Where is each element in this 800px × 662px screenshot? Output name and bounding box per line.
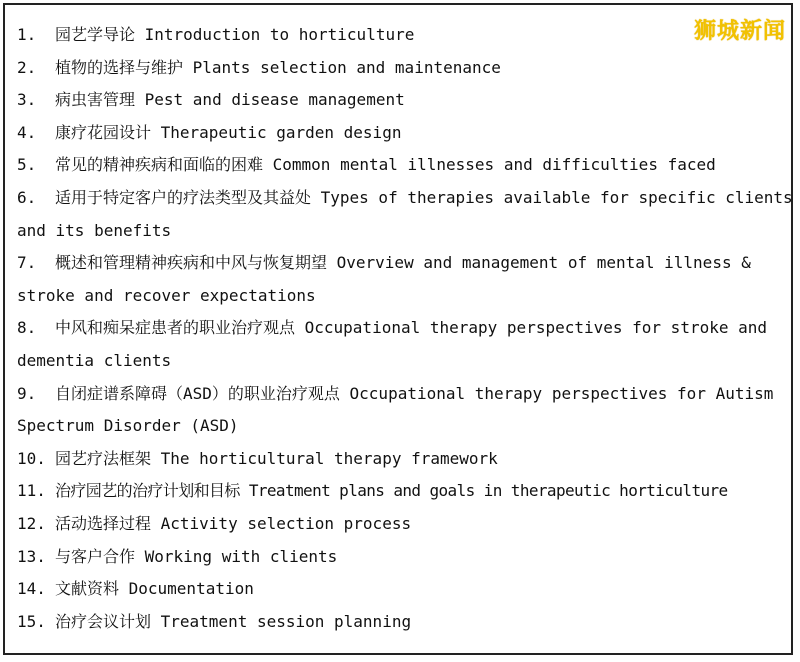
item-text: 中风和痴呆症患者的职业治疗观点 Occupational therapy perspectives for stroke and dementia clients — [17, 318, 768, 370]
item-text: 文献资料 Documentation — [55, 579, 254, 599]
item-text: 适用于特定客户的疗法类型及其益处 Types of therapies available for specific clients and its benefits — [17, 187, 793, 240]
list-item — [17, 508, 793, 541]
list-item — [17, 541, 793, 574]
list-item — [17, 182, 793, 247]
item-number: 4. — [17, 122, 37, 142]
item-number: 10. — [17, 448, 46, 468]
list-item — [17, 312, 793, 377]
list-item — [17, 606, 793, 639]
item-number: 12. — [17, 513, 46, 533]
item-number: 14. — [17, 579, 46, 599]
watermark-logo: 狮城新闻 — [693, 19, 786, 44]
item-text: 园艺学导论 Introduction to horticulture — [55, 25, 415, 44]
list-item — [17, 52, 793, 85]
item-text: 自闭症谱系障碍（ASD）的职业治疗观点 Occupational therapy perspectives for Autism Spectrum Disorder (ASD) — [17, 383, 774, 436]
item-text: 活动选择过程 Activity selection process — [55, 513, 412, 533]
list-item — [17, 378, 793, 443]
list-item — [17, 149, 793, 182]
item-text: 病虫害管理 Pest and disease management — [55, 90, 405, 110]
item-text: 常见的精神疾病和面临的困难 Common mental illnesses and difficulties faced — [55, 155, 716, 175]
item-text: 康疗花园设计 Therapeutic garden design — [55, 122, 402, 142]
item-number: 11. — [17, 481, 46, 501]
item-text: 治疗园艺的治疗计划和目标 Treatment plans and goals in therapeutic horticulture — [55, 481, 728, 501]
item-number: 7. — [17, 253, 37, 273]
list-item — [17, 443, 793, 476]
item-text: 治疗会议计划 Treatment session planning — [55, 611, 412, 631]
item-number: 8. — [17, 318, 37, 338]
list-item — [17, 19, 793, 52]
item-text: 植物的选择与维护 Plants selection and maintenance — [55, 57, 501, 77]
list-item — [17, 84, 793, 117]
item-number: 15. — [17, 611, 46, 631]
item-text: 园艺疗法框架 The horticultural therapy framework — [55, 448, 498, 468]
course-list — [17, 19, 793, 638]
document-frame — [3, 3, 793, 655]
item-number: 2. — [17, 57, 37, 77]
item-number: 13. — [17, 546, 46, 566]
list-item — [17, 117, 793, 150]
item-number: 9. — [17, 383, 37, 403]
list-item — [17, 247, 793, 312]
item-number: 3. — [17, 90, 37, 110]
item-text: 概述和管理精神疾病和中风与恢复期望 Overview and management of mental illness & stroke and recover expectations — [17, 253, 751, 305]
item-number: 1. — [17, 25, 37, 44]
item-number: 5. — [17, 155, 37, 175]
list-item — [17, 475, 793, 508]
list-item — [17, 573, 793, 606]
item-number: 6. — [17, 187, 37, 207]
item-text: 与客户合作 Working with clients — [55, 546, 338, 566]
